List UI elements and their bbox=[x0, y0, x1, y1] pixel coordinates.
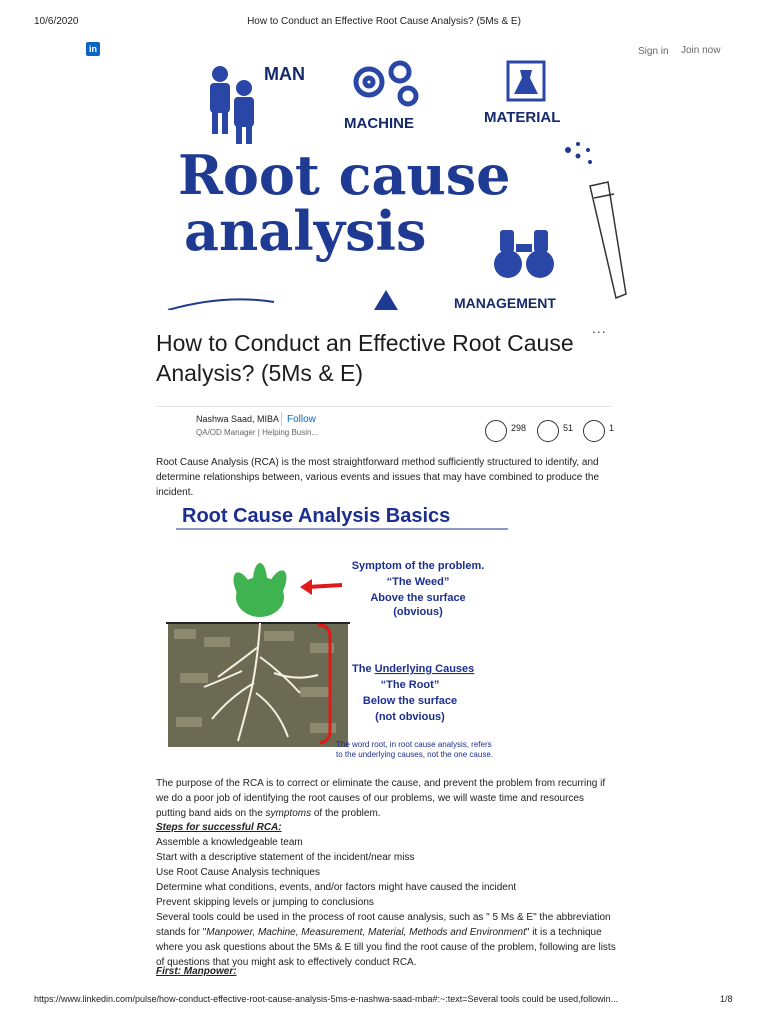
cause-label-1: The Underlying Causes bbox=[352, 663, 475, 675]
article-title: How to Conduct an Effective Root Cause Analysis? (5Ms & E) bbox=[156, 330, 574, 386]
symptom-label-1: Symptom of the problem. bbox=[351, 560, 485, 572]
print-url: https://www.linkedin.com/pulse/how-conduct-effective-root-cause-analysis-5ms-e-nashwa-saad-mba#:~:text=Several tools could be used,followin... bbox=[34, 994, 619, 1004]
intro-paragraph: Root Cause Analysis (RCA) is the most straightforward method sufficiently structured to identify, and determine relationships between, various events and issues that may have combined to produce the incident. bbox=[156, 457, 600, 498]
hero-word-analysis: analysis bbox=[184, 199, 427, 263]
list-item: Assemble a knowledgeable team bbox=[156, 837, 303, 848]
purpose-paragraph: The purpose of the RCA is to correct or eliminate the cause, and prevent the problem from recurring if we do a poor job of identifying the root causes of our problems, we will waste time and resources putting band aids on the symptoms of the problem. bbox=[156, 778, 606, 819]
rca-basics-diagram bbox=[160, 497, 510, 762]
divider bbox=[156, 406, 612, 407]
diagram-note-1: The word root, in root cause analysis, refers bbox=[336, 740, 492, 749]
hero-word-root-cause: Root cause bbox=[178, 143, 511, 207]
share-count: 1 bbox=[609, 423, 615, 433]
pencil-icon bbox=[590, 182, 626, 298]
warning-icon bbox=[374, 290, 398, 310]
list-item: Use Root Cause Analysis techniques bbox=[156, 867, 320, 878]
dots-icon bbox=[565, 142, 592, 164]
linkedin-logo-icon[interactable]: in bbox=[86, 42, 100, 56]
weed-plant-shape bbox=[229, 563, 291, 617]
like-icon[interactable] bbox=[485, 420, 507, 442]
gears-icon bbox=[356, 63, 416, 104]
author-role: QA/OD Manager | Helping Busin... bbox=[196, 428, 319, 437]
comment-count: 51 bbox=[563, 423, 574, 433]
hero-word-machine: MACHINE bbox=[344, 115, 414, 132]
follow-button[interactable]: Follow bbox=[287, 414, 316, 425]
list-item: Prevent skipping levels or jumping to conclusions bbox=[156, 897, 374, 908]
more-options-icon[interactable]: ... bbox=[592, 320, 607, 336]
symptom-label-3: Above the surface bbox=[370, 592, 466, 604]
hero-image bbox=[164, 58, 628, 310]
cause-label-4: (not obvious) bbox=[375, 711, 445, 723]
list-item: Start with a descriptive statement of the incident/near miss bbox=[156, 852, 415, 863]
flask-icon bbox=[508, 62, 544, 100]
share-icon[interactable] bbox=[583, 420, 605, 442]
print-date: 10/6/2020 bbox=[34, 16, 79, 27]
hero-word-management: MANAGEMENT bbox=[454, 295, 556, 310]
steps-heading: Steps for successful RCA: bbox=[156, 822, 282, 833]
sign-in-link[interactable]: Sign in bbox=[638, 46, 669, 57]
symptom-label-2: “The Weed” bbox=[386, 576, 450, 588]
print-header bbox=[0, 0, 768, 40]
people-icon bbox=[210, 66, 254, 144]
print-title: How to Conduct an Effective Root Cause Analysis? (5Ms & E) bbox=[247, 16, 521, 27]
cause-label-3: Below the surface bbox=[362, 695, 458, 707]
page-number: 1/8 bbox=[720, 994, 733, 1004]
diagram-note-2: to the underlying causes, not the one cause. bbox=[336, 750, 493, 759]
list-item: Determine what conditions, events, and/or factors might have caused the incident bbox=[156, 882, 517, 893]
curve-sketch bbox=[168, 299, 274, 310]
divider bbox=[281, 412, 282, 426]
hero-word-man: MAN bbox=[264, 64, 305, 84]
like-count: 298 bbox=[511, 423, 527, 433]
symptom-label-4: (obvious) bbox=[393, 606, 443, 618]
author-name[interactable]: Nashwa Saad, MIBA bbox=[196, 414, 280, 424]
diagram-title: Root Cause Analysis Basics bbox=[182, 505, 451, 527]
hero-word-material: MATERIAL bbox=[484, 109, 561, 126]
tools-paragraph: Several tools could be used in the process of root cause analysis, such as " 5 Ms & E" the abbreviation stands for "Manpower, Machine, Measurement, Material, Methods and Environment" it is a technique where you ask questions about the 5Ms & E till you find the root cause of the problem, following are lists of questions that you might ask to effectively conduct RCA. bbox=[156, 912, 616, 968]
binoculars-icon bbox=[494, 230, 554, 278]
join-now-link[interactable]: Join now bbox=[681, 45, 721, 56]
cause-label-2: “The Root” bbox=[380, 679, 440, 691]
steps-list bbox=[156, 820, 616, 910]
section-heading-manpower: First: Manpower: bbox=[156, 966, 237, 977]
arrow-icon bbox=[300, 579, 342, 595]
comment-icon[interactable] bbox=[537, 420, 559, 442]
